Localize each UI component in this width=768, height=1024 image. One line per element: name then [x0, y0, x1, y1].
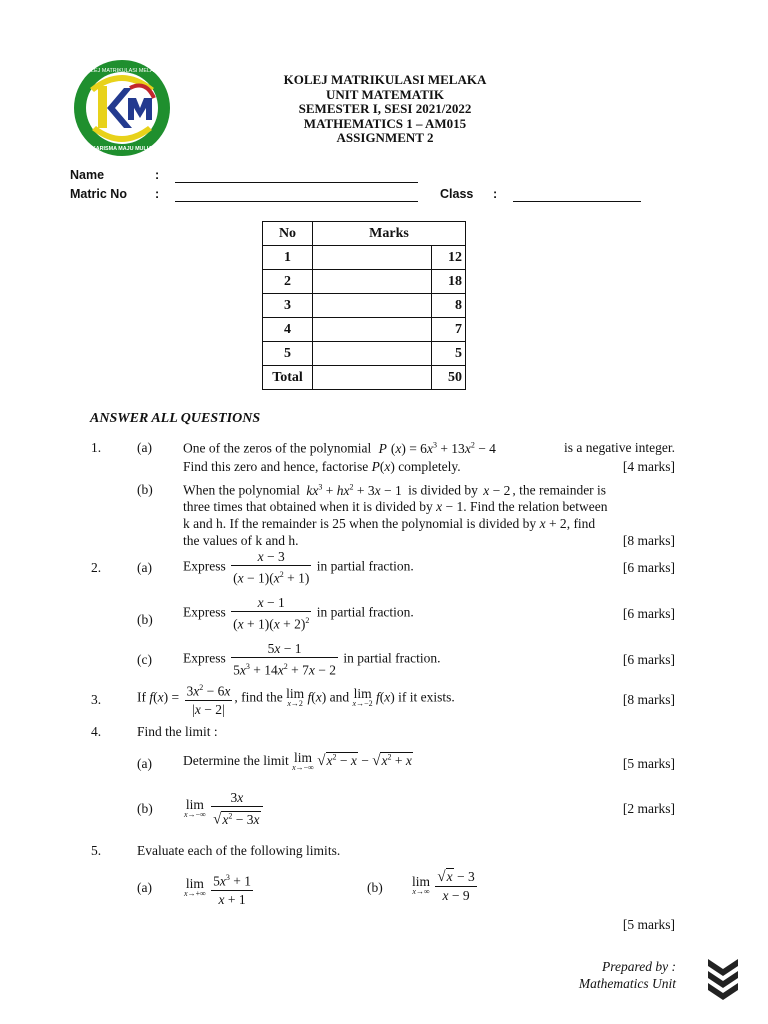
- matric-colon: :: [155, 187, 160, 201]
- q5-marks: [5 marks]: [622, 917, 675, 932]
- row-no: 1: [263, 246, 313, 270]
- header-college: KOLEJ MATRIKULASI MELAKA: [283, 72, 487, 87]
- q3-body: If f(x) = $\frac{3x^2 - 6x}{|x - 2|}$ , find the lim x→2 f(x) and lim x→−2 f(x) if it exists.: [137, 680, 455, 717]
- q2b-post: in partial fraction.: [316, 604, 414, 620]
- header-course: MATHEMATICS 1 – AM015: [303, 115, 467, 131]
- row-no: Total: [263, 366, 313, 390]
- q1a-line1: One of the zeros of the polynomial P $(x) = 6x^3 + 13x^2 - 4$ is a negative integer.: [183, 440, 675, 456]
- prepared-by: [579, 958, 676, 992]
- q1b-label: (b): [137, 482, 153, 497]
- table-row: [263, 246, 466, 270]
- q2b-marks: [6 marks]: [622, 606, 675, 621]
- q4a-body: Determine the limit lim x→−∞ $√x^2 - x - √x^2 + x$: [183, 750, 412, 772]
- q1-number: 1.: [91, 440, 102, 455]
- q1a-text-post: is a negative integer.: [564, 440, 675, 455]
- q2b-fraction: $\frac{x - 1}{(x + 1)(x + 2)^2}$: [233, 595, 310, 632]
- header-unit: UNIT MATEMATIK: [325, 86, 445, 102]
- class-field[interactable]: [513, 201, 641, 202]
- q2c-body: [183, 641, 440, 678]
- marks-cell[interactable]: [313, 294, 432, 318]
- q4b-body: [184, 790, 265, 828]
- q2b-pre: Express: [183, 604, 226, 620]
- q5-number: 5.: [91, 843, 102, 858]
- q3-pre: If: [137, 689, 146, 705]
- q1b-line3: k and h. If the remainder is 25 when the polynomial is divided by x + 2, find: [183, 516, 596, 531]
- q2a-label: (a): [137, 560, 152, 575]
- table-row: [263, 366, 466, 390]
- row-max: 5: [432, 342, 466, 366]
- q4b-marks: [2 marks]: [622, 801, 675, 816]
- q5a-fraction: $\frac{5x^3 + 1}{x + 1}$: [211, 870, 253, 907]
- q4a-label: (a): [137, 756, 152, 771]
- q5-stem: Evaluate each of the following limits.: [137, 843, 341, 858]
- q3-number: 3.: [91, 692, 102, 707]
- q2a-fraction: $\frac{x - 3}{(x - 1)(x^2 + 1)}$: [233, 549, 310, 586]
- q4a-marks: [5 marks]: [622, 756, 675, 771]
- q1b-text-mid: is divided by: [408, 482, 478, 498]
- matric-field[interactable]: [175, 201, 418, 202]
- q5b-limit: lim x→∞: [412, 874, 431, 896]
- class-label: Class: [440, 187, 474, 201]
- q5b-body: [412, 869, 479, 903]
- q1a-text: One of the zeros of the polynomial: [183, 440, 372, 456]
- marks-cell[interactable]: [313, 366, 432, 390]
- row-no: 3: [263, 294, 313, 318]
- q3-limit-plus: lim x→2: [286, 686, 305, 709]
- q2c-label: (c): [137, 652, 152, 667]
- q4a-limit: lim x→−∞: [292, 750, 314, 772]
- row-max: 50: [432, 366, 466, 390]
- marks-cell[interactable]: [313, 246, 432, 270]
- document-header: [200, 73, 570, 146]
- table-row: [263, 294, 466, 318]
- instruction: ANSWER ALL QUESTIONS: [90, 411, 261, 426]
- header-semester: SEMESTER I, SESI 2021/2022: [298, 101, 472, 116]
- q2b-body: [183, 595, 414, 632]
- q1b-line2-post: . Find the relation between: [463, 499, 608, 514]
- q5a-body: [184, 870, 255, 907]
- q2a-body: [183, 549, 414, 586]
- q1b-line3-post: , find: [566, 516, 596, 531]
- chevron-down-icon: [706, 957, 740, 1005]
- q1b-line1: When the polynomial $kx^3 + hx^2 + 3x - 1$ is divided by x − 2 , the remainder is: [183, 482, 607, 498]
- row-max: 18: [432, 270, 466, 294]
- q1a-marks: [4 marks]: [622, 459, 675, 474]
- q1b-marks: [8 marks]: [622, 533, 675, 548]
- q4-number: 4.: [91, 724, 102, 739]
- marks-cell[interactable]: [313, 342, 432, 366]
- q3-fraction: $\frac{3x^2 - 6x}{|x - 2|}$: [185, 680, 233, 717]
- q2a-post: in partial fraction.: [316, 558, 414, 574]
- prepared-by-unit: Mathematics Unit: [578, 976, 676, 991]
- logo-k-stem: [98, 86, 107, 128]
- q1b-line4: the values of k and h.: [183, 533, 299, 548]
- q5b-fraction: $\frac{√x - 3}{x - 9}$: [437, 869, 475, 903]
- q1b-text-post: , the remainder is: [512, 482, 607, 498]
- prepared-by-label: Prepared by :: [602, 959, 676, 974]
- col-no-header: No: [263, 222, 313, 246]
- marks-table: [262, 221, 466, 390]
- q1a-line2: Find this zero and hence, factorise P(x) completely.: [183, 459, 461, 474]
- q2c-post: in partial fraction.: [343, 650, 441, 666]
- q2c-pre: Express: [183, 650, 226, 666]
- q5a-label: (a): [137, 880, 152, 895]
- q3-limit-minus: lim x→−2: [352, 686, 373, 709]
- class-colon: :: [493, 187, 498, 201]
- row-no: 5: [263, 342, 313, 366]
- marks-cell[interactable]: [313, 318, 432, 342]
- q3-and: and: [329, 689, 350, 705]
- row-no: 4: [263, 318, 313, 342]
- q2-number: 2.: [91, 560, 102, 575]
- q2b-label: (b): [137, 612, 153, 627]
- row-max: 7: [432, 318, 466, 342]
- q1a-label: (a): [137, 440, 152, 455]
- q3-marks: [8 marks]: [622, 692, 675, 707]
- q1a-polynomial: P: [378, 440, 387, 456]
- q4b-limit: lim x→−∞: [184, 796, 206, 819]
- matric-label: Matric No: [70, 187, 127, 201]
- marks-cell[interactable]: [313, 270, 432, 294]
- table-row: [263, 270, 466, 294]
- q2a-marks: [6 marks]: [622, 560, 675, 575]
- name-colon: :: [155, 168, 160, 182]
- col-marks-header: Marks: [313, 222, 466, 246]
- row-no: 2: [263, 270, 313, 294]
- q1b-line2-text: three times that obtained when it is divided by: [183, 499, 433, 514]
- row-max: 8: [432, 294, 466, 318]
- logo-motto: KARISMA MAJU MULIA: [91, 146, 153, 152]
- name-label: Name: [70, 168, 105, 182]
- name-field[interactable]: [175, 182, 418, 183]
- q2a-pre: Express: [183, 558, 226, 574]
- table-header-row: [263, 222, 466, 246]
- q4-stem: Find the limit :: [137, 724, 218, 739]
- row-max: 12: [432, 246, 466, 270]
- q1a-line2-post: completely.: [398, 459, 461, 474]
- q1b-text: When the polynomial: [183, 482, 300, 498]
- q1a-line2-text: Find this zero and hence, factorise: [183, 459, 369, 474]
- q4b-label: (b): [137, 801, 153, 816]
- logo-top-text: KOLEJ MATRIKULASI MELAKA: [83, 68, 161, 74]
- q2c-marks: [6 marks]: [622, 652, 675, 667]
- table-row: [263, 318, 466, 342]
- q2c-fraction: $\frac{5x - 1}{5x^3 + 14x^2 + 7x - 2}$: [233, 641, 336, 678]
- college-logo: [72, 58, 172, 158]
- q3-post: if it exists.: [398, 689, 455, 705]
- q5b-label: (b): [367, 880, 383, 895]
- q1b-line3-text: k and h. If the remainder is 25 when the polynomial is divided by: [183, 516, 537, 531]
- q5a-limit: lim x→+∞: [184, 876, 206, 899]
- q4a-pre: Determine the limit: [183, 753, 289, 769]
- q4b-fraction: $\frac{3x}{√x^2 - 3x}$: [211, 790, 262, 828]
- table-row: [263, 342, 466, 366]
- q3-mid: , find the: [234, 689, 283, 705]
- q1b-line2: three times that obtained when it is divided by x − 1. Find the relation between: [183, 499, 608, 514]
- header-assignment: ASSIGNMENT 2: [336, 130, 434, 145]
